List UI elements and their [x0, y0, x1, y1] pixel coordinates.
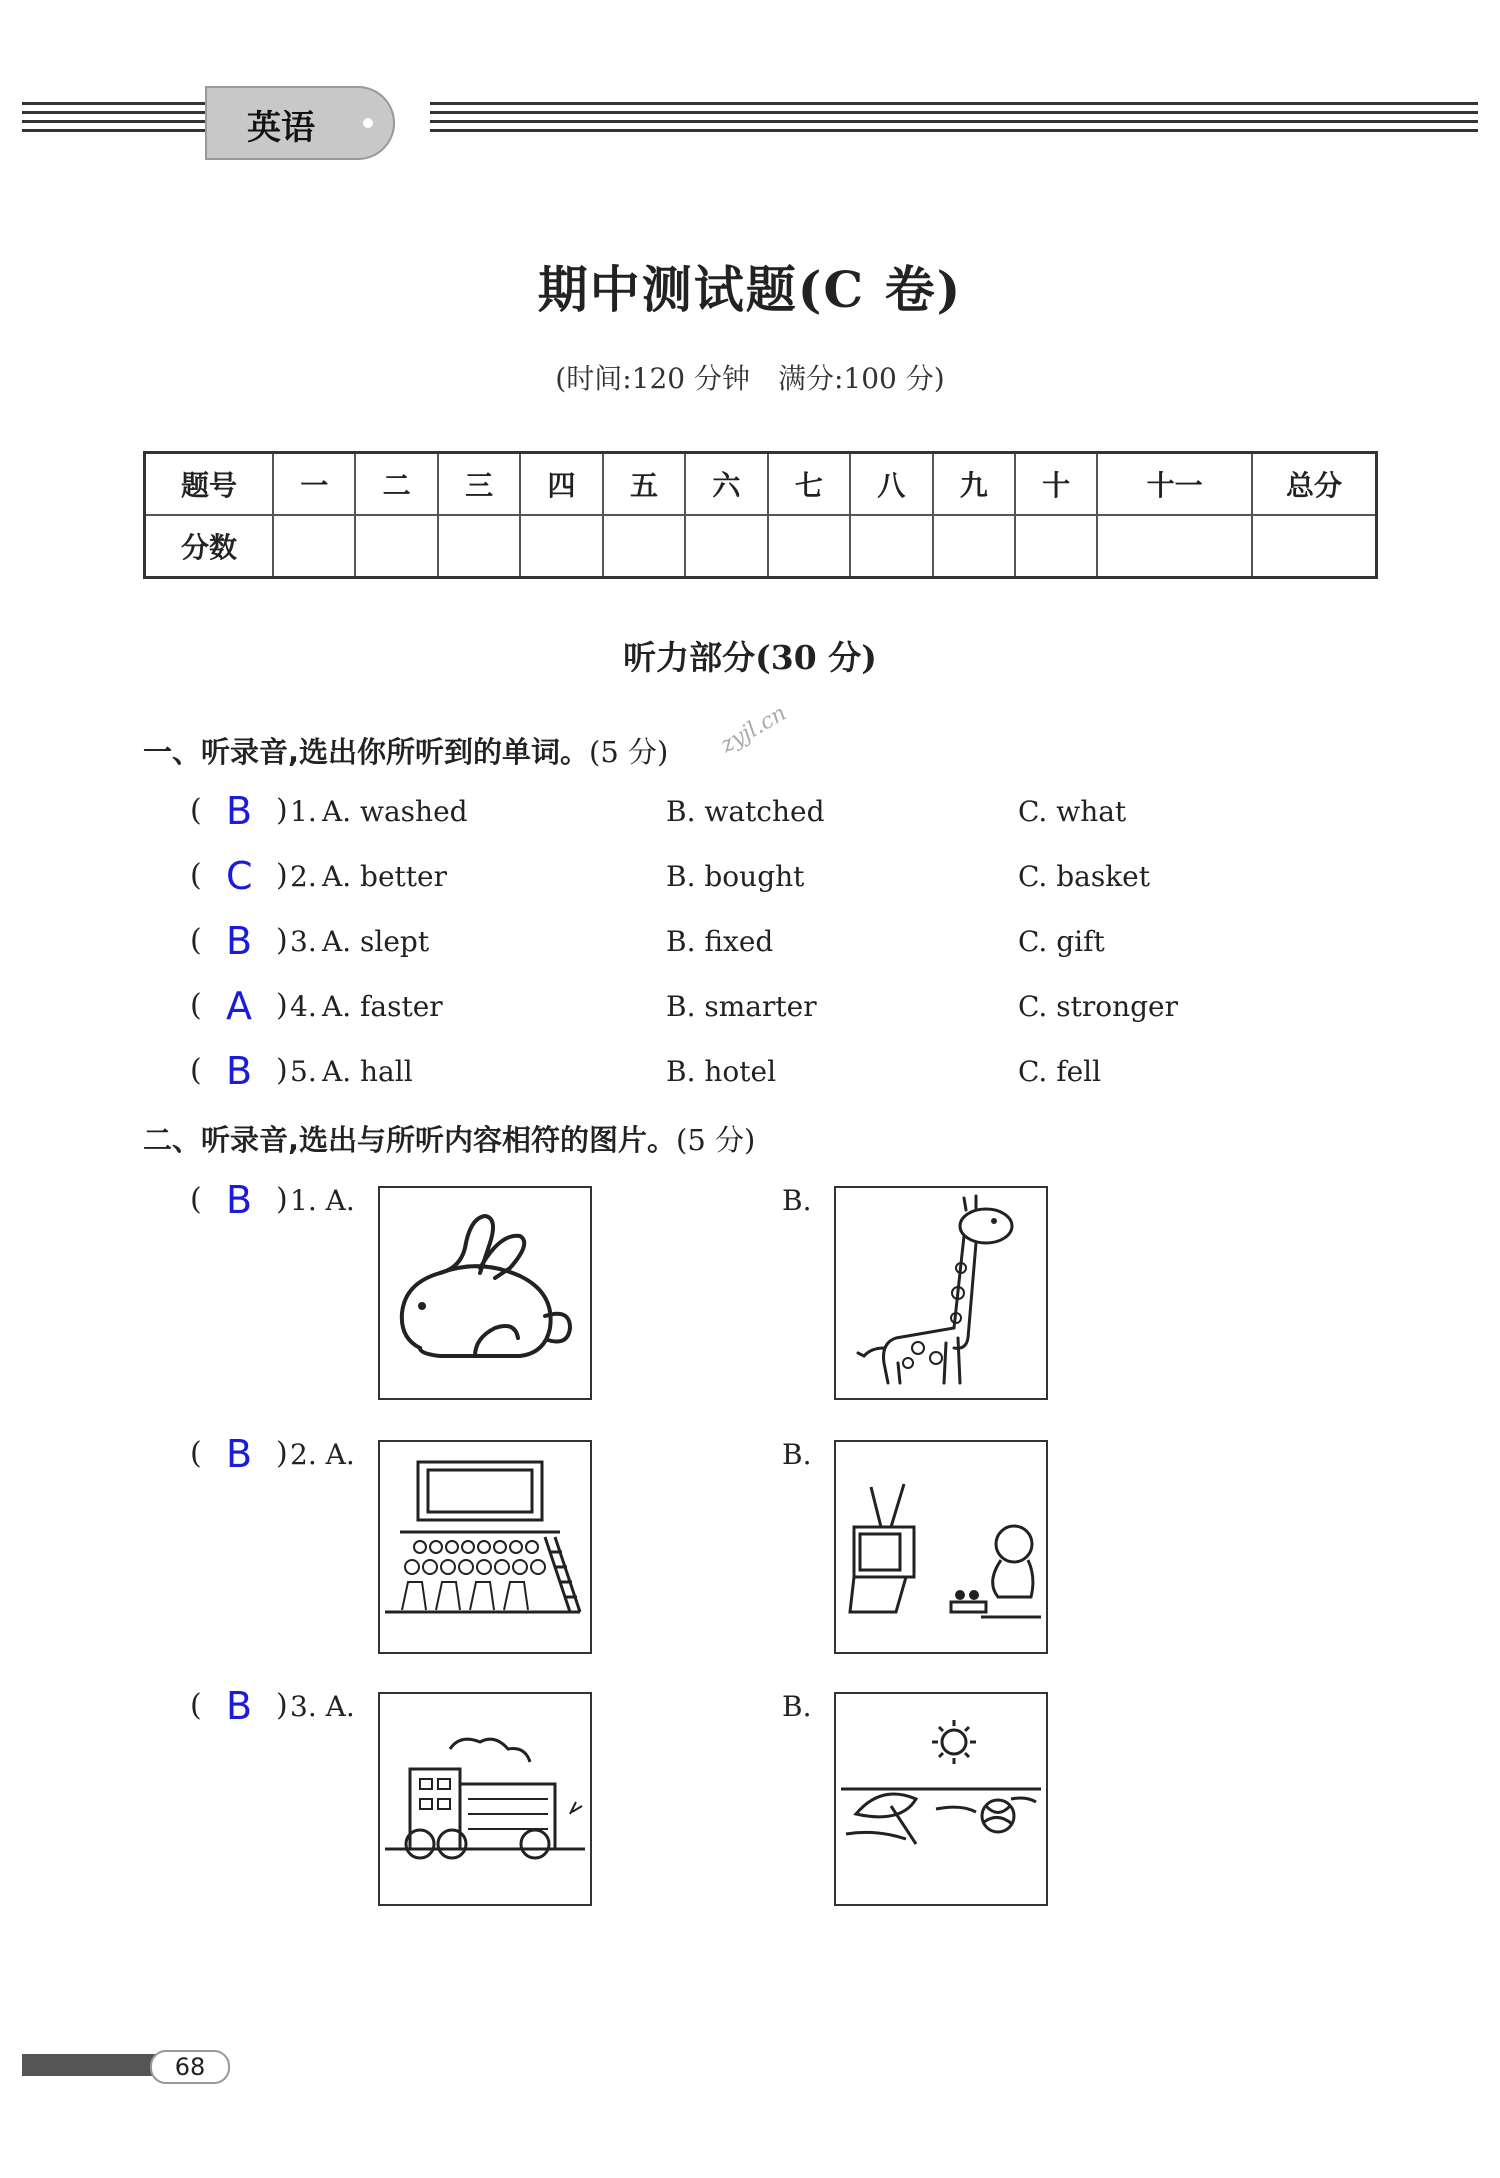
paren-close: )	[276, 1053, 288, 1088]
paren-close: )	[276, 858, 288, 893]
paren-open: (	[190, 1053, 202, 1088]
cinema-icon	[380, 1442, 590, 1652]
table-cell: 分数	[145, 515, 274, 578]
q2-heading	[143, 1118, 755, 1159]
q2-points: (5 分)	[676, 1123, 756, 1157]
item-number: 1. A.	[290, 1184, 355, 1217]
score-blank	[850, 515, 932, 578]
option-a: A. hall	[322, 1055, 413, 1088]
score-blank	[603, 515, 685, 578]
score-blank	[438, 515, 520, 578]
table-cell: 题号	[145, 453, 274, 516]
option-c: C. stronger	[1018, 990, 1179, 1023]
option-c: C. gift	[1018, 925, 1105, 958]
answer-mark: B	[226, 1684, 253, 1728]
item-number: 1.	[290, 795, 317, 828]
score-blank	[685, 515, 767, 578]
table-cell: 四	[520, 453, 602, 516]
header-lines-right	[430, 102, 1478, 148]
tab-dot-icon	[363, 118, 373, 128]
answer-mark: B	[226, 1432, 253, 1476]
table-cell: 七	[768, 453, 850, 516]
tv-icon	[836, 1442, 1046, 1652]
rabbit-picture	[378, 1186, 592, 1400]
watermark: zyjl.cn	[716, 700, 791, 759]
table-cell: 总分	[1252, 453, 1377, 516]
answer-mark: B	[226, 919, 253, 963]
page-title: 期中测试题(C 卷)	[537, 260, 963, 319]
paren-close: )	[276, 1688, 288, 1723]
item-number: 5.	[290, 1055, 317, 1088]
option-a: A. faster	[322, 990, 443, 1023]
item-number: 2. A.	[290, 1438, 355, 1471]
score-blank	[1097, 515, 1252, 578]
option-c: C. fell	[1018, 1055, 1102, 1088]
beach-picture	[834, 1692, 1048, 1906]
score-blank	[1252, 515, 1377, 578]
paren-close: )	[276, 793, 288, 828]
score-table-header-row	[145, 453, 1377, 516]
table-cell: 八	[850, 453, 932, 516]
paren-close: )	[276, 1182, 288, 1217]
subject-tab	[205, 86, 395, 160]
option-b: B. smarter	[666, 990, 817, 1023]
score-blank	[1015, 515, 1097, 578]
rabbit-icon	[380, 1188, 590, 1398]
option-c: C. basket	[1018, 860, 1151, 893]
q1-points: (5 分)	[589, 735, 669, 769]
paren-open: (	[190, 1436, 202, 1471]
paren-open: (	[190, 923, 202, 958]
table-cell: 二	[355, 453, 437, 516]
paren-open: (	[190, 793, 202, 828]
option-a: A. better	[322, 860, 447, 893]
score-blank	[768, 515, 850, 578]
option-b-label: B.	[782, 1690, 812, 1723]
score-table	[143, 451, 1378, 579]
paren-open: (	[190, 1182, 202, 1217]
option-b: B. hotel	[666, 1055, 777, 1088]
option-c: C. what	[1018, 795, 1127, 828]
option-b: B. fixed	[666, 925, 774, 958]
option-b: B. bought	[666, 860, 805, 893]
score-blank	[933, 515, 1015, 578]
paren-open: (	[190, 1688, 202, 1723]
giraffe-icon	[836, 1188, 1046, 1398]
q2-heading-text: 二、听录音,选出与所听内容相符的图片。	[143, 1123, 677, 1157]
answer-mark: B	[226, 1178, 253, 1222]
option-b-label: B.	[782, 1438, 812, 1471]
cinema-picture	[378, 1440, 592, 1654]
option-b: B. watched	[666, 795, 825, 828]
table-cell: 十	[1015, 453, 1097, 516]
item-number: 3. A.	[290, 1690, 355, 1723]
score-table-score-row	[145, 515, 1377, 578]
score-blank	[273, 515, 355, 578]
paren-close: )	[276, 988, 288, 1023]
item-number: 2.	[290, 860, 317, 893]
page-number: 68	[150, 2050, 230, 2084]
score-blank	[355, 515, 437, 578]
option-a: A. washed	[322, 795, 468, 828]
table-cell: 十一	[1097, 453, 1252, 516]
beach-icon	[836, 1694, 1046, 1904]
table-cell: 九	[933, 453, 1015, 516]
subject-label: 英语	[247, 108, 315, 148]
answer-mark: B	[226, 789, 253, 833]
table-cell: 一	[273, 453, 355, 516]
header-lines-left	[22, 102, 212, 148]
watching-tv-picture	[834, 1440, 1048, 1654]
paren-open: (	[190, 988, 202, 1023]
paren-close: )	[276, 1436, 288, 1471]
answer-mark: C	[226, 854, 253, 898]
option-b-label: B.	[782, 1184, 812, 1217]
score-blank	[520, 515, 602, 578]
footer-bar	[22, 2054, 157, 2076]
paren-open: (	[190, 858, 202, 893]
paren-close: )	[276, 923, 288, 958]
option-a: A. slept	[322, 925, 430, 958]
building-picture	[378, 1692, 592, 1906]
building-icon	[380, 1694, 590, 1904]
item-number: 3.	[290, 925, 317, 958]
section-title: 听力部分(30 分)	[623, 638, 877, 677]
item-number: 4.	[290, 990, 317, 1023]
answer-mark: A	[226, 984, 252, 1028]
table-cell: 五	[603, 453, 685, 516]
q1-heading-text: 一、听录音,选出你所听到的单词。	[143, 735, 590, 769]
answer-mark: B	[226, 1049, 253, 1093]
table-cell: 三	[438, 453, 520, 516]
table-cell: 六	[685, 453, 767, 516]
q1-heading	[143, 730, 668, 771]
giraffe-picture	[834, 1186, 1048, 1400]
exam-info: (时间:120 分钟 满分:100 分)	[555, 362, 945, 395]
